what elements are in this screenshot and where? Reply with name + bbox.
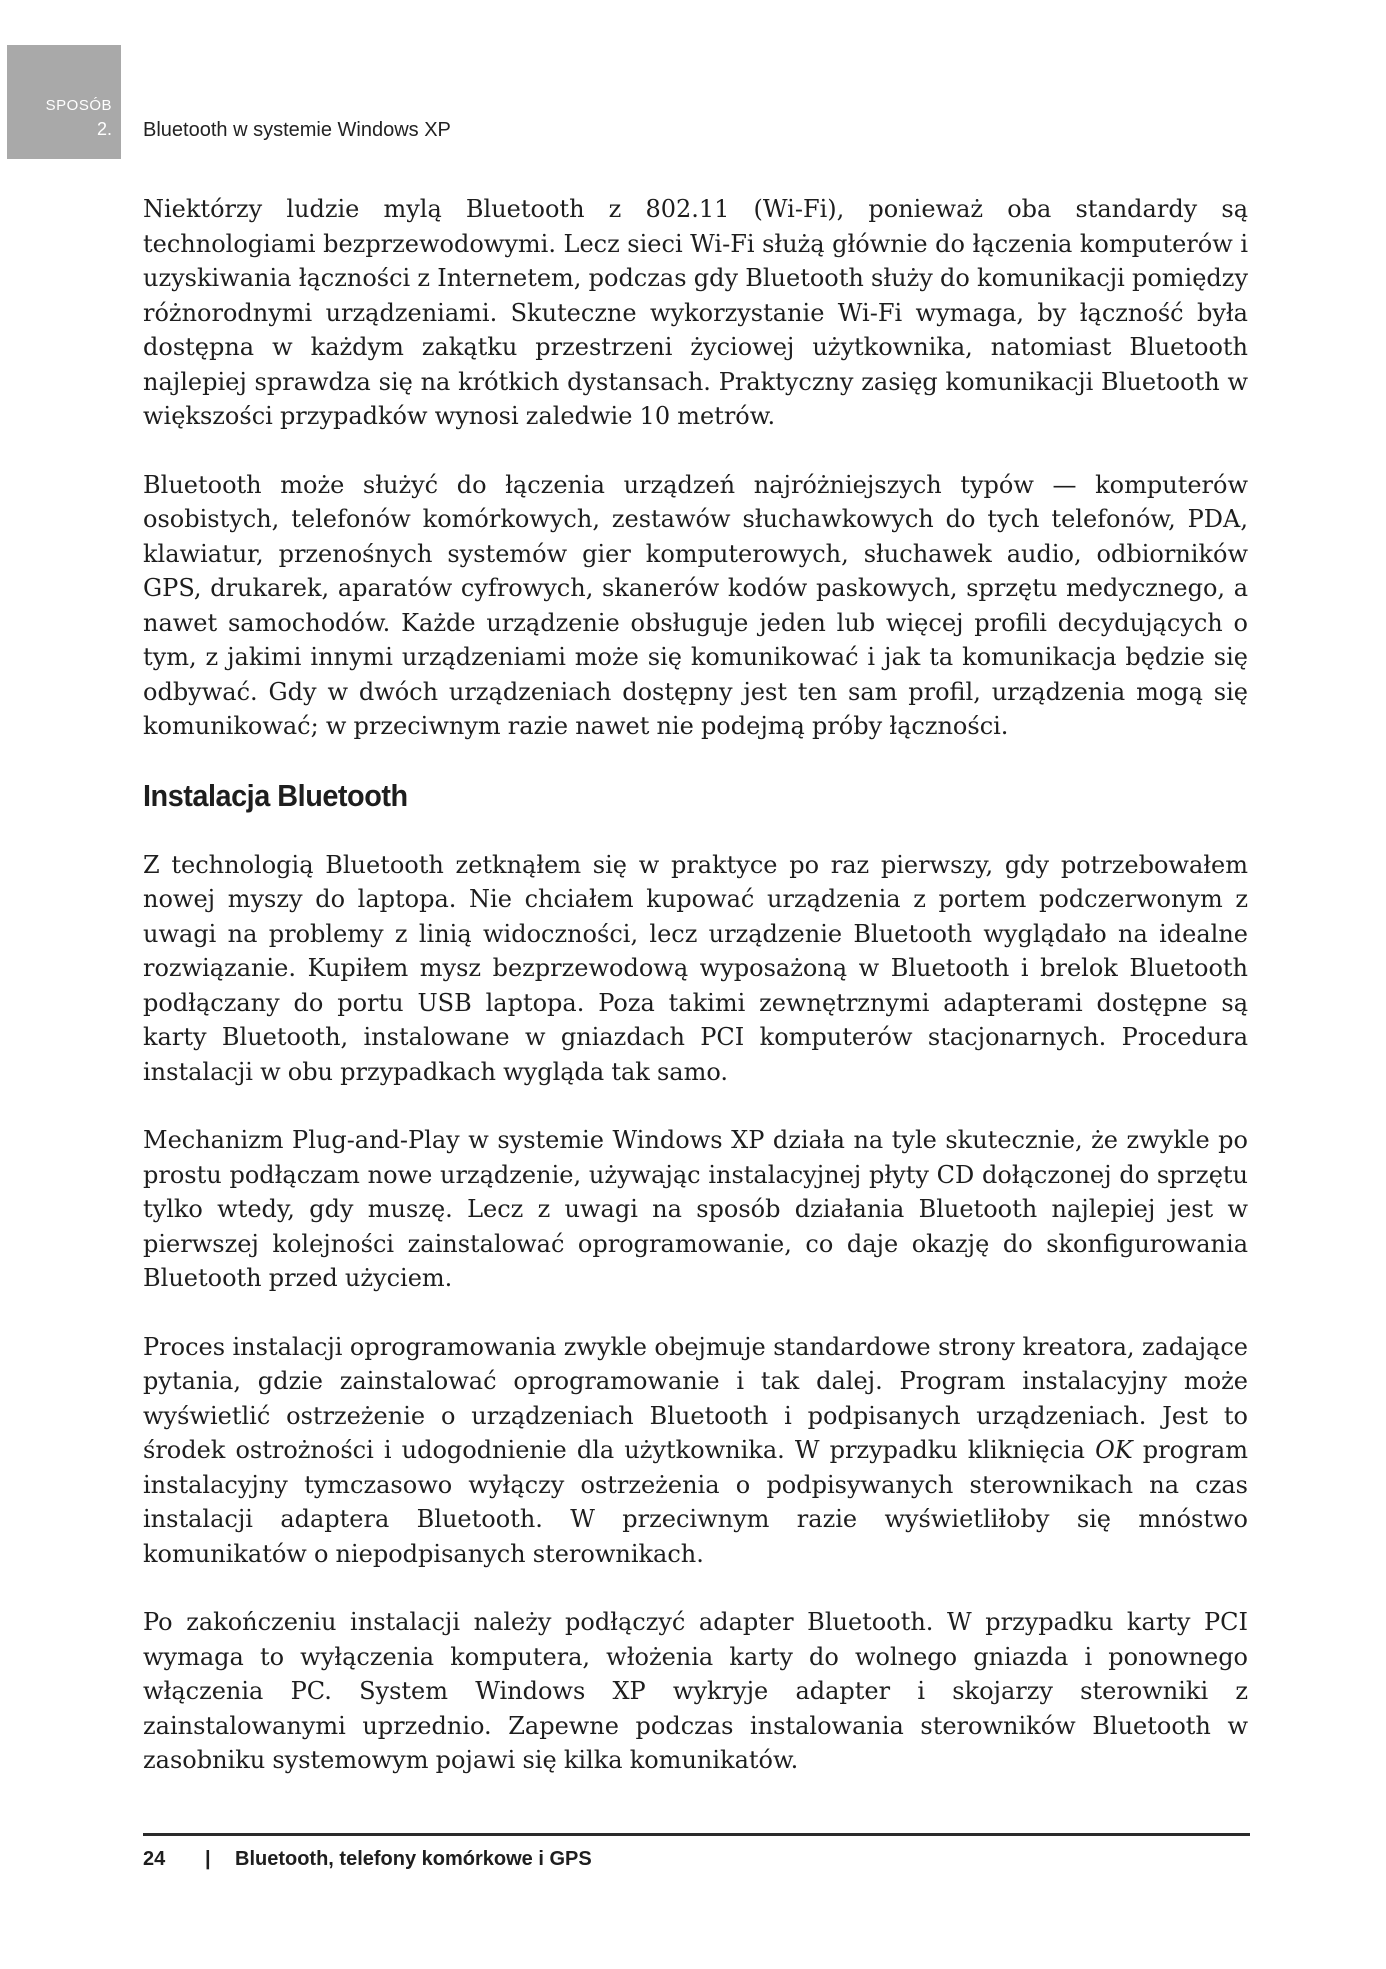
paragraph-4: Mechanizm Plug-and-Play w systemie Windows XP działa na tyle skutecznie, że zwykle po prostu podłączam nowe urządzenie, używając instalacyjnej płyty CD dołączonej do sprzętu tylko wtedy, gdy muszę. Lecz z uwagi na sposób działania Bluetooth najlepiej jest w pierwszej kolejności zainstalować oprogramowanie, co daje okazję do skonfigurowania Bluetooth przed użyciem.	[143, 1126, 1248, 1292]
paragraph-5-emphasis: OK	[1095, 1436, 1133, 1464]
footer	[143, 1848, 592, 1871]
paragraph-5-part-1: Proces instalacji oprogramowania zwykle obejmuje standardowe strony kreatora, zadające pytania, gdzie zainstalować oprogramowanie i tak dalej. Program instalacyjny może wyświetlić ostrzeżenie o urządzeniach Bluetooth i podpisanych urządzeniach. Jest to środek ostrożności i udogodnienie dla użytkownika. W przypadku kliknięcia	[143, 1332, 1248, 1464]
section-tab-label: SPOSÓB	[45, 97, 112, 114]
paragraph-2: Bluetooth może służyć do łączenia urządzeń najróżniejszych typów — komputerów osobistych, telefonów komórkowych, zestawów słuchawkowych do tych telefonów, PDA, klawiatur, przenośnych systemów gier komputerowych, słuchawek audio, odbiorników GPS, drukarek, aparatów cyfrowych, skanerów kodów paskowych, sprzętu medycznego, a nawet samochodów. Każde urządzenie obsługuje jeden lub więcej profili decydujących o tym, z jakimi innymi urządzeniami może się komunikować i jak ta komunikacja będzie się odbywać. Gdy w dwóch urządzeniach dostępny jest ten sam profil, urządzenia mogą się komunikować; w przeciwnym razie nawet nie podejmą próby łączności.	[143, 470, 1248, 740]
footer-separator: |	[205, 1848, 211, 1870]
paragraph-6: Po zakończeniu instalacji należy podłączyć adapter Bluetooth. W przypadku karty PCI wymaga to wyłączenia komputera, włożenia karty do wolnego gniazda i ponownego włączenia PC. System Windows XP wykryje adapter i skojarzy sterowniki z zainstalowanymi uprzednio. Zapewne podczas instalowania sterowników Bluetooth w zasobniku systemowym pojawi się kilka komunikatów.	[143, 1608, 1248, 1774]
page-content	[143, 192, 1248, 1812]
book-title: Bluetooth, telefony komórkowe i GPS	[235, 1848, 592, 1870]
section-heading: Instalacja Bluetooth	[143, 777, 408, 813]
section-tab-number: 2.	[96, 119, 112, 139]
page-number: 24	[143, 1848, 166, 1870]
running-header: Bluetooth w systemie Windows XP	[143, 119, 451, 141]
paragraph-1: Niektórzy ludzie mylą Bluetooth z 802.11 (Wi-Fi), ponieważ oba standardy są technologiami bezprzewodowymi. Lecz sieci Wi-Fi służą głównie do łączenia komputerów i uzyskiwania łączności z Internetem, podczas gdy Bluetooth służy do komunikacji pomiędzy różnorodnymi urządzeniami. Skuteczne wykorzystanie Wi-Fi wymaga, by łączność była dostępna w każdym zakątku przestrzeni życiowej użytkownika, natomiast Bluetooth najlepiej sprawdza się na krótkich dystansach. Praktyczny zasięg komunikacji Bluetooth w większości przypadków wynosi zaledwie 10 metrów.	[143, 195, 1248, 430]
footer-rule	[143, 1833, 1250, 1836]
section-tab	[7, 45, 121, 159]
paragraph-3: Z technologią Bluetooth zetknąłem się w praktyce po raz pierwszy, gdy potrzebowałem nowej myszy do laptopa. Nie chciałem kupować urządzenia z portem podczerwonym z uwagi na problemy z linią widoczności, lecz urządzenie Bluetooth wyglądało na idealne rozwiązanie. Kupiłem mysz bezprzewodową wyposażoną w Bluetooth i brelok Bluetooth podłączany do portu USB laptopa. Poza takimi zewnętrznymi adapterami dostępne są karty Bluetooth, instalowane w gniazdach PCI komputerów stacjonarnych. Procedura instalacji w obu przypadkach wygląda tak samo.	[143, 850, 1248, 1086]
paragraph-5-part-2: program instalacyjny tymczasowo wyłączy ostrzeżenia o podpisywanych sterownikach na czas instalacji adaptera Bluetooth. W przeciwnym razie wyświetliłoby się mnóstwo komunikatów o niepodpisanych sterownikach.	[143, 1436, 1248, 1568]
paragraph-5	[143, 1330, 1248, 1572]
